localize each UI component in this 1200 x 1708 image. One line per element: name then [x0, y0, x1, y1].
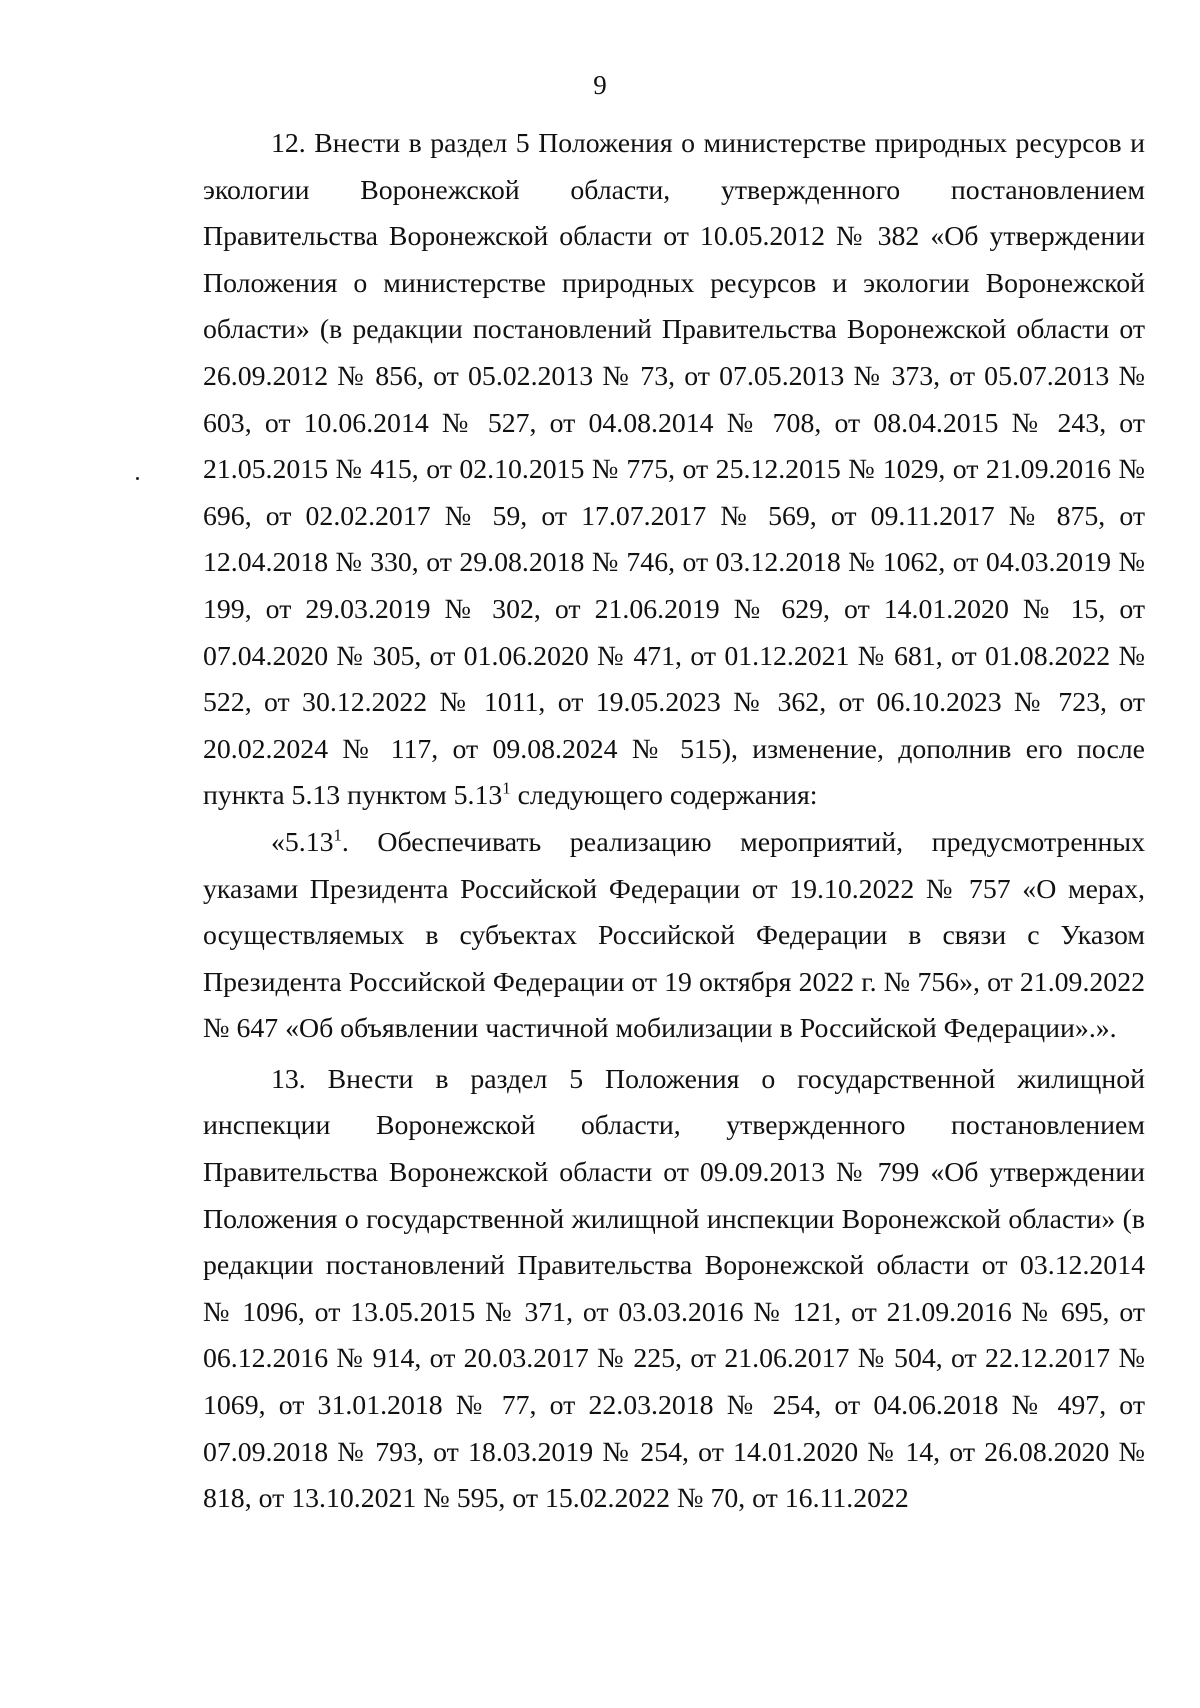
quoted-point-5-13-1: [203, 820, 1145, 1053]
paragraph-12-text: 12. Внести в раздел 5 Положения о министерстве природных ресурсов и экологии Воронежской области, утвержденного постановлением Правительства Воронежской области от 10.05.2012 № 382 «Об утверждении Положения о министерстве природных ресурсов и экологии Воронежской области» (в редакции постановлений Правительства Воронежской области от 26.09.2012 № 856, от 05.02.2013 № 73, от 07.05.2013 № 373, от 05.07.2013 № 603, от 10.06.2014 № 527, от 04.08.2014 № 708, от 08.04.2015 № 243, от 21.05.2015 № 415, от 02.10.2015 № 775, от 25.12.2015 № 1029, от 21.09.2016 № 696, от 02.02.2017 № 59, от 17.07.2017 № 569, от 09.11.2017 № 875, от 12.04.2018 № 330, от 29.08.2018 № 746, от 03.12.2018 № 1062, от 04.03.2019 № 199, от 29.03.2019 № 302, от 21.06.2019 № 629, от 14.01.2020 № 15, от 07.04.2020 № 305, от 01.06.2020 № 471, от 01.12.2021 № 681, от 01.08.2022 № 522, от 30.12.2022 № 1011, от 19.05.2023 № 362, от 06.10.2023 № 723, от 20.02.2024 № 117, от 09.08.2024 № 515), изменение, дополнив его после пункта 5.13 пунктом 5.13: [203, 128, 1145, 812]
quoted-point-text: . Обеспечивать реализацию мероприятий, предусмотренных указами Президента Российской Федерации от 19.10.2022 № 757 «О мерах, осуществляемых в субъектах Российской Федерации в связи с Указом Президента Российской Федерации от 19 октября 2022 г. № 756», от 21.09.2022 № 647 «Об объявлении частичной мобилизации в Российской Федерации».».: [203, 826, 1145, 1045]
paragraph-13-text: 13. Внести в раздел 5 Положения о государственной жилищной инспекции Воронежской области, утвержденного постановлением Правительства Воронежской области от 09.09.2013 № 799 «Об утверждении Положения о государственной жилищной инспекции Воронежской области» (в редакции постановлений Правительства Воронежской области от 03.12.2014 № 1096, от 13.05.2015 № 371, от 03.03.2016 № 121, от 21.09.2016 № 695, от 06.12.2016 № 914, от 20.03.2017 № 225, от 21.06.2017 № 504, от 22.12.2017 № 1069, от 31.01.2018 № 77, от 22.03.2018 № 254, от 04.06.2018 № 497, от 07.09.2018 № 793, от 18.03.2019 № 254, от 14.01.2020 № 14, от 26.08.2020 № 818, от 13.10.2021 № 595, от 15.02.2022 № 70, от 16.11.2022: [203, 1063, 1145, 1515]
quoted-point-number: «5.13: [271, 826, 334, 858]
document-body: [203, 121, 1145, 1523]
paragraph-12-tail: следующего содержания:: [510, 780, 818, 812]
superscript-marker: 1: [333, 825, 342, 845]
page-number: 9: [593, 70, 607, 100]
scan-artifact-dot: [136, 477, 139, 480]
superscript-marker: 1: [502, 779, 511, 799]
paragraph-13: [203, 1057, 1145, 1523]
paragraph-12: [203, 121, 1145, 820]
